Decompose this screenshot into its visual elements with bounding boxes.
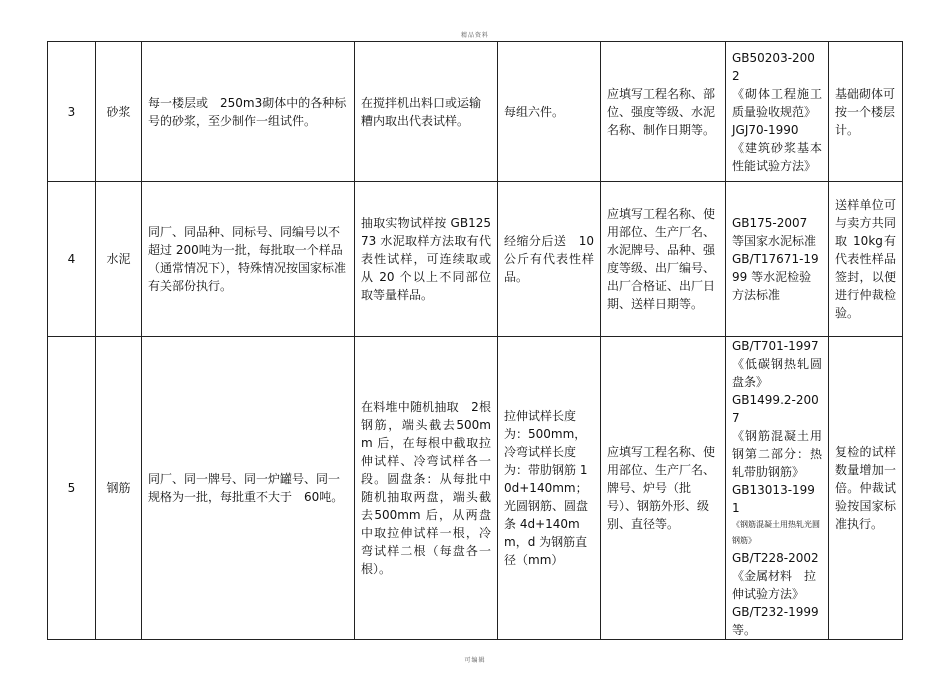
sampling-method: 在料堆中随机抽取 2根钢筋，端头截去500mm 后，在每根中截取拉伸试样、冷弯试样各一段。圆盘条：从每批中随机抽取两盘，端头截去500mm 后，从两盘中取拉伸试样一根，冷弯试样二根（每盘各一根）。 bbox=[355, 337, 498, 640]
sample-quantity: 每组六件。 bbox=[498, 42, 601, 182]
header-watermark: 精品资料 bbox=[460, 32, 489, 39]
standard-line: GB50203-2002 bbox=[732, 50, 815, 83]
standard-line: 《钢筋混凝土用热轧光圆钢筋》 bbox=[732, 520, 820, 545]
standard-line: GB/T228-2002 bbox=[732, 551, 819, 565]
standard-line: GB/T232-1999 bbox=[732, 605, 819, 619]
standard-line: JGJ70-1990《建筑砂浆基本性能试验方法》 bbox=[732, 122, 822, 173]
standard-line: GB175-2007 等国家水泥标准 GB/T17671-1999 等水泥检验方法标准 bbox=[732, 216, 819, 302]
remark: 复检的试样数量增加一倍。仲裁试验按国家标准执行。 bbox=[829, 337, 903, 640]
standard-line: 《金属材料 拉伸试验方法》 bbox=[732, 569, 817, 601]
footer-watermark: 可编辑 bbox=[464, 657, 486, 664]
sample-quantity: 经缩分后送 10 公斤有代表性样品。 bbox=[498, 182, 601, 337]
standard-references bbox=[726, 42, 829, 182]
table-row bbox=[48, 337, 903, 640]
standard-references bbox=[726, 337, 829, 640]
material-name: 砂浆 bbox=[96, 42, 142, 182]
table-row bbox=[48, 182, 903, 337]
standard-line: 《低碳钢热轧圆盘条》 bbox=[732, 357, 822, 389]
standard-references bbox=[726, 182, 829, 337]
batch-rule: 同厂、同品种、同标号、同编号以不超过 200吨为一批，每批取一个样品（通常情况下），特殊情况按国家标准有关部份执行。 bbox=[142, 182, 355, 337]
table-row bbox=[48, 42, 903, 182]
record-requirements: 应填写工程名称、使用部位、生产厂名、水泥牌号、品种、强度等级、出厂编号、出厂合格证、出厂日期、送样日期等。 bbox=[601, 182, 726, 337]
sampling-method: 在搅拌机出料口或运输糟内取出代表试样。 bbox=[355, 42, 498, 182]
standard-line: GB13013-1991 bbox=[732, 483, 815, 515]
record-requirements: 应填写工程名称、使用部位、生产厂名、牌号、炉号（批号）、钢筋外形、级别、直径等。 bbox=[601, 337, 726, 640]
material-name: 水泥 bbox=[96, 182, 142, 337]
sampling-method: 抽取实物试样按 GB12573 水泥取样方法取有代表性试样，可连续取或从 20 个以上不同部位取等量样品。 bbox=[355, 182, 498, 337]
remark: 送样单位可与卖方共同取 10kg有代表性样品签封，以便进行仲裁检验。 bbox=[829, 182, 903, 337]
standard-line: GB/T701-1997 bbox=[732, 339, 819, 353]
row-number: 3 bbox=[48, 42, 96, 182]
batch-rule: 每一楼层或 250m3砌体中的各种标号的砂浆，至少制作一组试件。 bbox=[142, 42, 355, 182]
batch-rule: 同厂、同一牌号、同一炉罐号、同一规格为一批，每批重不大于 60吨。 bbox=[142, 337, 355, 640]
standard-line: 等。 bbox=[732, 623, 757, 637]
row-number: 5 bbox=[48, 337, 96, 640]
standard-line: 《砌体工程施工质量验收规范》 bbox=[732, 86, 822, 119]
standard-line: 《钢筋混凝土用钢第二部分：热轧带肋钢筋》 bbox=[732, 429, 822, 479]
testing-spec-table bbox=[47, 41, 903, 640]
material-name: 钢筋 bbox=[96, 337, 142, 640]
sample-quantity: 拉伸试样长度为：500mm，冷弯试样长度为：带肋钢筋 10d+140mm；光圆钢筋、圆盘条 4d+140mm，d 为钢筋直径（mm） bbox=[498, 337, 601, 640]
remark: 基础砌体可按一个楼层计。 bbox=[829, 42, 903, 182]
standard-line: GB1499.2-2007 bbox=[732, 393, 819, 425]
row-number: 4 bbox=[48, 182, 96, 337]
record-requirements: 应填写工程名称、部位、强度等级、水泥名称、制作日期等。 bbox=[601, 42, 726, 182]
